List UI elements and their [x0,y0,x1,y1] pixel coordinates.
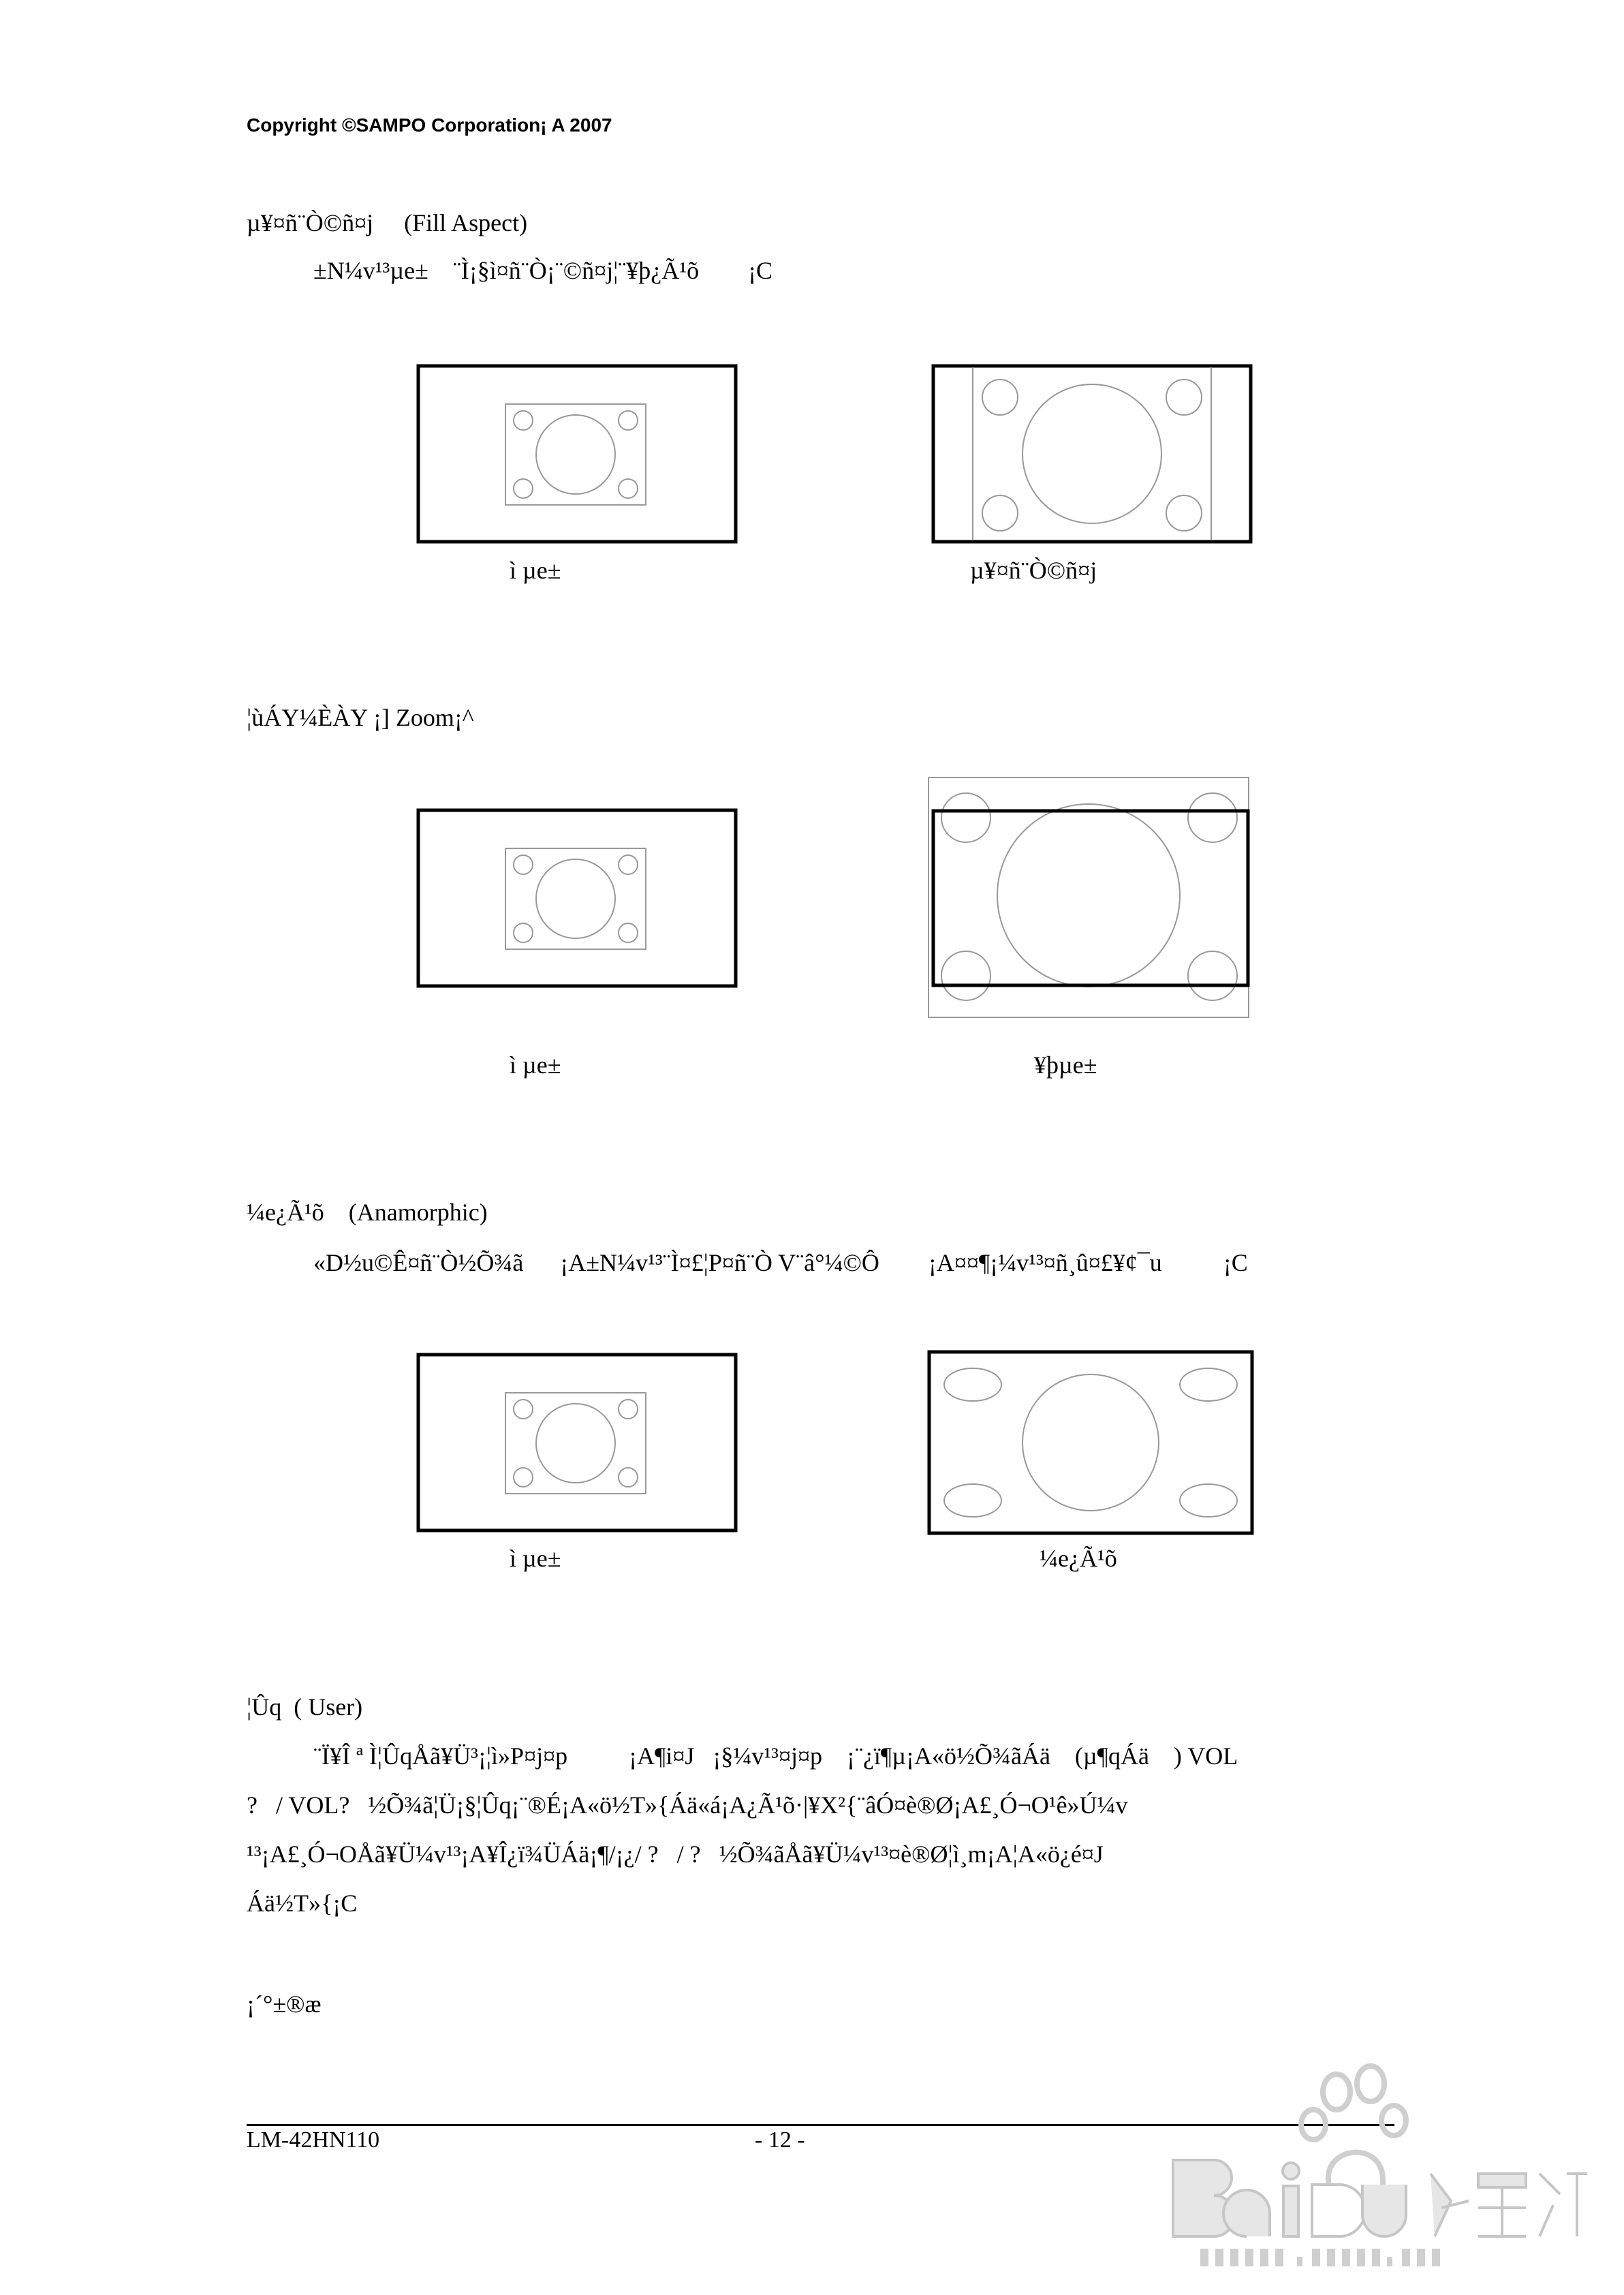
closing-text: ¡´°±®æ [247,1990,322,2018]
section-text-user-line-3: ¹³¡A£¸Ó¬OÅã¥Ü¼v¹³¡A¥Î¿ï¾ÜÁä¡¶/¡¿/ ? / ? ½Õ¾ãÅã¥Ü¼v¹³¤è®Ø¦ì¸m¡A¦A«ö¿é¤J [247,1840,1104,1868]
caption-fill-aspect: µ¥¤ñ¨Ò©ñ¤j [970,557,1097,584]
caption-zoom: ¥þµe± [1034,1051,1097,1079]
section-text-user-line-2: ? / VOL? ½Õ¾ã¦Ü¡§¦Ûq¡¨®É¡A«ö½T»{Áä«á¡A¿Ã¹õ·|¥X²{¨âÓ¤è®Ø¡A£¸Ó¬O¹ê»Ú¼v [247,1791,1128,1819]
section-heading-user: ¦Ûq ( User) [247,1693,363,1721]
baidu-jingyan-watermark [1158,2044,1594,2269]
figure-fill-aspect [932,365,1252,543]
section-text-fill-aspect: ±N¼v¹³µe± ¨Ì¡§ì¤ñ¨Ò¡¨©ñ¤j¦¨¥þ¿Ã¹õ ¡C [313,257,773,284]
copyright-header: Copyright ©SAMPO Corporation¡ A 2007 [247,114,612,136]
figure-zoom [928,777,1252,1019]
section-text-user-line-1: ¨Ï¥Î ª Ì¦ÛqÅã¥Ü³¡¦ì»P¤j¤p ¡A¶i¤J ¡§¼v¹³¤j¤p ¡¨¿ï¶µ¡A«ö½Õ¾ãÁä (µ¶qÁä ) VOL [313,1742,1238,1770]
caption-original-3: ì µe± [510,1545,561,1572]
section-text-user-line-4: Áä½T»{¡C [247,1890,358,1917]
figure-original-3 [417,1353,737,1532]
figure-original-2 [417,809,737,987]
section-text-anamorphic: «D½u©Ê¤ñ¨Ò½Õ¾ã ¡A±N¼v¹³¨Ì¤£¦P¤ñ¨Ò V¨â°¼©Ô ¡A¤¤¶¡¼v¹³¤ñ¸û¤£¥¢¯u ¡C [313,1249,1248,1276]
caption-original-1: ì µe± [510,557,561,584]
figure-anamorphic [928,1351,1253,1535]
footer-page-number: - 12 - [755,2127,805,2153]
figure-original-1 [417,365,737,543]
caption-anamorphic: ¼e¿Ã¹õ [1040,1545,1117,1572]
section-heading-zoom: ¦ùÁY¼ÈÀY ¡] Zoom¡^ [247,704,474,731]
caption-original-2: ì µe± [510,1051,561,1079]
section-heading-fill-aspect: µ¥¤ñ¨Ò©ñ¤j (Fill Aspect) [247,209,528,236]
section-heading-anamorphic: ¼e¿Ã¹õ (Anamorphic) [247,1199,488,1226]
footer-model: LM-42HN110 [247,2127,380,2153]
